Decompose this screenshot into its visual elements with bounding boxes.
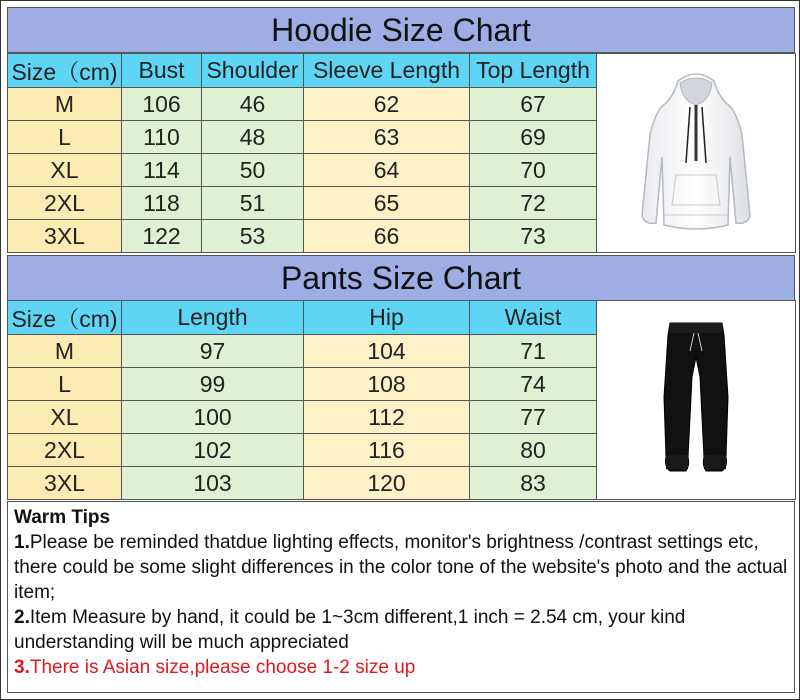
cell-shoulder: 50: [202, 154, 304, 187]
cell-size: 2XL: [8, 187, 122, 220]
cell-size: L: [8, 368, 122, 401]
cell-sleeve-length: 64: [304, 154, 470, 187]
tip-3-number: 3.: [14, 657, 30, 678]
cell-hip: 120: [304, 467, 470, 500]
cell-bust: 114: [122, 154, 202, 187]
cell-waist: 77: [470, 401, 597, 434]
cell-size: L: [8, 121, 122, 154]
header-top-length: Top Length: [470, 54, 597, 88]
table-header-row: [8, 54, 796, 88]
warm-tips-box: [7, 501, 795, 693]
cell-bust: 106: [122, 88, 202, 121]
header-sleeve-length: Sleeve Length: [304, 54, 470, 88]
header-bust: Bust: [122, 54, 202, 88]
white-hoodie-image: [636, 65, 756, 235]
cell-size: M: [8, 335, 122, 368]
cell-hip: 112: [304, 401, 470, 434]
cell-size: XL: [8, 401, 122, 434]
pants-chart-title: Pants Size Chart: [7, 255, 795, 301]
tip-2-text: Item Measure by hand, it could be 1~3cm different,1 inch = 2.54 cm, your kind understanding will be much appreciated: [14, 607, 686, 653]
cell-top-length: 72: [470, 187, 597, 220]
cell-top-length: 69: [470, 121, 597, 154]
hoodie-size-table: [7, 53, 796, 253]
header-size: Size（cm): [8, 301, 122, 335]
cell-sleeve-length: 62: [304, 88, 470, 121]
hoodie-image-cell: [597, 54, 796, 253]
cell-hip: 116: [304, 434, 470, 467]
cell-waist: 80: [470, 434, 597, 467]
tip-1-number: 1.: [14, 532, 30, 553]
cell-top-length: 67: [470, 88, 597, 121]
cell-shoulder: 53: [202, 220, 304, 253]
cell-length: 97: [122, 335, 304, 368]
tip-3: [14, 655, 788, 680]
cell-size: XL: [8, 154, 122, 187]
cell-sleeve-length: 63: [304, 121, 470, 154]
tip-1-text: Please be reminded thatdue lighting effects, monitor's brightness /contrast settings etc, there could be some slight differences in the color tone of the website's photo and the actual item;: [14, 532, 788, 603]
cell-size: 3XL: [8, 220, 122, 253]
header-waist: Waist: [470, 301, 597, 335]
cell-shoulder: 48: [202, 121, 304, 154]
pants-size-table: [7, 300, 796, 500]
header-length: Length: [122, 301, 304, 335]
cell-length: 103: [122, 467, 304, 500]
cell-size: 3XL: [8, 467, 122, 500]
cell-shoulder: 51: [202, 187, 304, 220]
cell-bust: 122: [122, 220, 202, 253]
cell-hip: 104: [304, 335, 470, 368]
tip-2: [14, 605, 788, 655]
tip-1: [14, 530, 788, 605]
black-pants-image: [656, 317, 736, 477]
cell-size: 2XL: [8, 434, 122, 467]
cell-sleeve-length: 66: [304, 220, 470, 253]
cell-length: 100: [122, 401, 304, 434]
cell-top-length: 73: [470, 220, 597, 253]
cell-size: M: [8, 88, 122, 121]
hoodie-chart-title: Hoodie Size Chart: [7, 7, 795, 53]
cell-top-length: 70: [470, 154, 597, 187]
header-size: Size（cm): [8, 54, 122, 88]
table-header-row: [8, 301, 796, 335]
cell-sleeve-length: 65: [304, 187, 470, 220]
tip-2-number: 2.: [14, 607, 30, 628]
cell-hip: 108: [304, 368, 470, 401]
warm-tips-heading: Warm Tips: [14, 507, 111, 528]
cell-shoulder: 46: [202, 88, 304, 121]
header-shoulder: Shoulder: [202, 54, 304, 88]
cell-length: 99: [122, 368, 304, 401]
tip-3-text: There is Asian size,please choose 1-2 size up: [29, 657, 416, 678]
cell-bust: 110: [122, 121, 202, 154]
cell-bust: 118: [122, 187, 202, 220]
cell-waist: 83: [470, 467, 597, 500]
cell-length: 102: [122, 434, 304, 467]
header-hip: Hip: [304, 301, 470, 335]
cell-waist: 71: [470, 335, 597, 368]
pants-image-cell: [597, 301, 796, 500]
cell-waist: 74: [470, 368, 597, 401]
